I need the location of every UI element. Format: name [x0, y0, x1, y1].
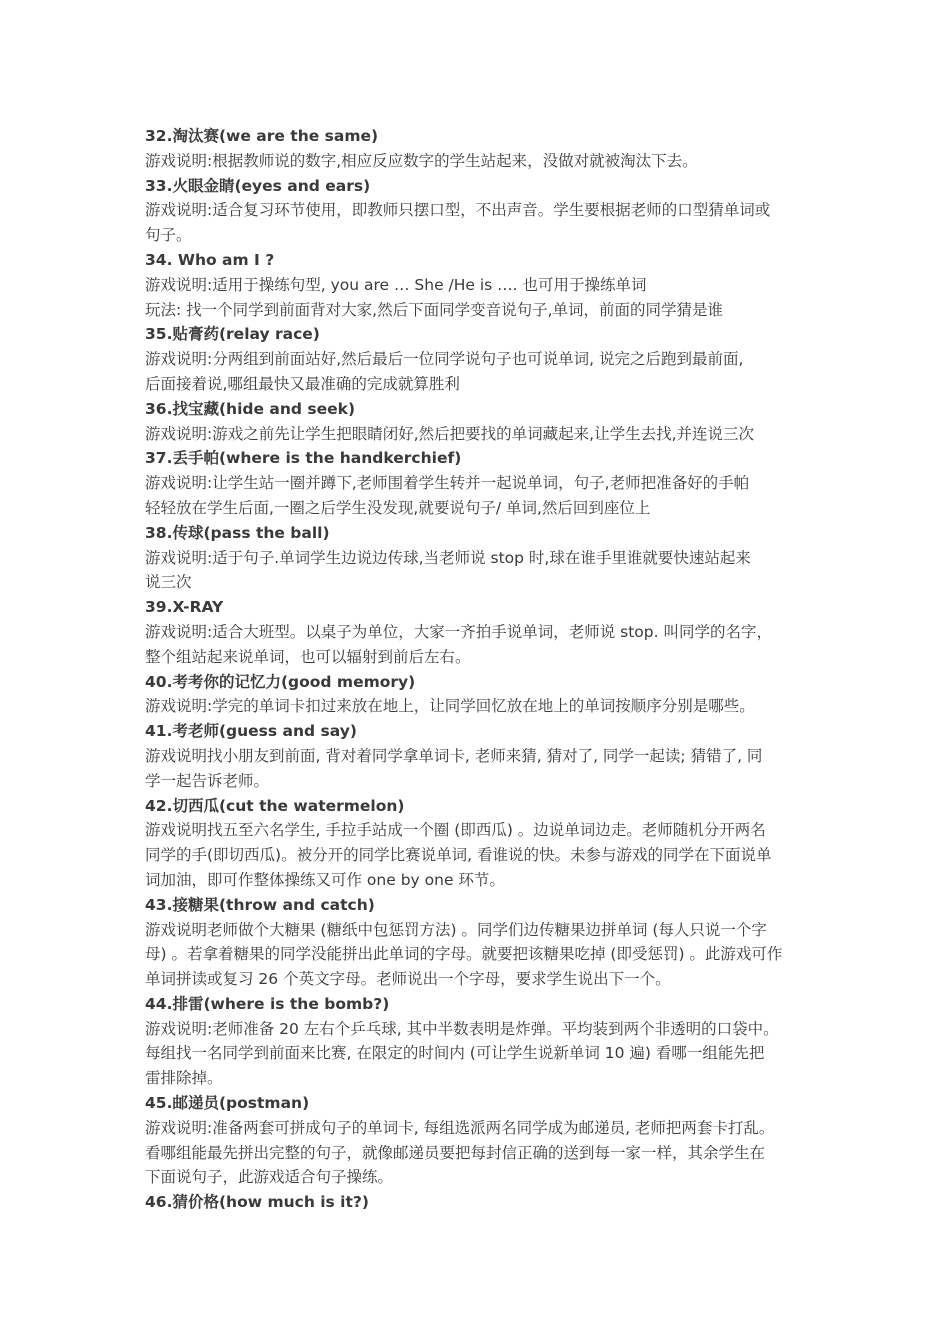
- description-line: 游戏说明:适合大班型。以桌子为单位，大家一齐拍手说单词，老师说 stop. 叫同学的名字，: [145, 622, 772, 641]
- section-heading: 36.找宝藏(hide and seek): [145, 399, 356, 418]
- document-page: [145, 124, 817, 1215]
- description-line: 游戏说明找小朋友到前面, 背对着同学拿单词卡, 老师来猜, 猜对了, 同学一起读; 猜错了, 同: [145, 746, 763, 765]
- description-line: 词加油，即可作整体操练又可作 one by one 环节。: [145, 870, 505, 889]
- description-line: 游戏说明:适合复习环节使用，即教师只摆口型，不出声音。学生要根据老师的口型猜单词或: [145, 201, 771, 220]
- description-line: 游戏说明:适于句子.单词学生边说边传球,当老师说 stop 时,球在谁手里谁就要快速站起来: [145, 548, 751, 567]
- description-line: 游戏说明:根据教师说的数字,相应反应数字的学生站起来，没做对就被淘汰下去。: [145, 151, 698, 170]
- description-line: 玩法: 找一个同学到前面背对大家,然后下面同学变音说句子,单词，前面的同学猜是谁: [145, 300, 724, 319]
- description-line: 游戏说明:准备两套可拼成句子的单词卡, 每组选派两名同学成为邮递员, 老师把两套卡打乱。: [145, 1118, 775, 1137]
- section-heading: 40.考考你的记忆力(good memory): [145, 672, 416, 691]
- game-section: [145, 595, 817, 669]
- game-section: [145, 174, 817, 248]
- description-line: 每组找一名同学到前面来比赛, 在限定的时间内 (可让学生说新单词 10 遍) 看哪一组能先把: [145, 1044, 765, 1063]
- game-section: [145, 124, 817, 174]
- description-line: 母) 。若拿着糖果的同学没能拼出此单词的字母。就要把该糖果吃掉 (即受惩罚) 。此游戏可作: [145, 945, 783, 964]
- description-line: 同学的手(即切西瓜)。被分开的同学比赛说单词, 看谁说的快。未参与游戏的同学在下面说单: [145, 846, 772, 865]
- description-line: 游戏说明:游戏之前先让学生把眼睛闭好,然后把要找的单词藏起来,让学生去找,并连说三次: [145, 424, 755, 443]
- section-heading: 41.考老师(guess and say): [145, 722, 357, 741]
- description-line: 游戏说明老师做个大糖果 (糖纸中包惩罚方法) 。同学们边传糖果边拼单词 (每人只说一个字: [145, 920, 767, 939]
- section-heading: 46.猜价格(how much is it?): [145, 1193, 369, 1212]
- description-line: 游戏说明:学完的单词卡扣过来放在地上，让同学回忆放在地上的单词按顺序分别是哪些。: [145, 697, 755, 716]
- game-section: [145, 1190, 817, 1215]
- section-heading: 38.传球(pass the ball): [145, 523, 330, 542]
- description-line: 游戏说明:老师准备 20 左右个乒乓球, 其中半数表明是炸弹。平均装到两个非透明的口袋中。: [145, 1019, 779, 1038]
- game-section: [145, 992, 817, 1091]
- game-section: [145, 893, 817, 992]
- description-line: 学一起告诉老师。: [145, 771, 270, 790]
- description-line: 看哪组能最先拼出完整的句子，就像邮递员要把每封信正确的送到每一家一样，其余学生在: [145, 1143, 766, 1162]
- game-section: [145, 521, 817, 595]
- game-section: [145, 719, 817, 793]
- description-line: 句子。: [145, 226, 192, 245]
- game-section: [145, 446, 817, 520]
- description-line: 单词拼读或复习 26 个英文字母。老师说出一个字母，要求学生说出下一个。: [145, 970, 671, 989]
- description-line: 游戏说明:分两组到前面站好,然后最后一位同学说句子也可说单词, 说完之后跑到最前面,: [145, 350, 744, 369]
- description-line: 游戏说明:让学生站一圈并蹲下,老师围着学生转并一起说单词，句子,老师把准备好的手帕: [145, 474, 750, 493]
- game-section: [145, 794, 817, 893]
- game-section: [145, 397, 817, 447]
- description-line: 雷排除掉。: [145, 1069, 223, 1088]
- section-heading: 33.火眼金睛(eyes and ears): [145, 176, 371, 195]
- section-heading: 32.淘汰赛(we are the same): [145, 127, 379, 145]
- game-section: [145, 1091, 817, 1190]
- description-line: 说三次: [145, 573, 192, 592]
- section-heading: 39.X-RAY: [145, 598, 224, 617]
- description-line: 游戏说明找五至六名学生, 手拉手站成一个圈 (即西瓜) 。边说单词边走。老师随机分开两名: [145, 821, 766, 840]
- section-heading: 43.接糖果(throw and catch): [145, 895, 375, 914]
- section-heading: 44.排雷(where is the bomb?): [145, 994, 390, 1013]
- section-heading: 45.邮递员(postman): [145, 1094, 310, 1113]
- game-section: [145, 322, 817, 396]
- game-section: [145, 670, 817, 720]
- description-line: 下面说句子，此游戏适合句子操练。: [145, 1168, 394, 1187]
- game-section: [145, 248, 817, 322]
- description-line: 整个组站起来说单词，也可以辐射到前后左右。: [145, 647, 471, 666]
- description-line: 轻轻放在学生后面,一圈之后学生没发现,就要说句子/ 单词,然后回到座位上: [145, 498, 651, 517]
- section-heading: 34. Who am I ?: [145, 250, 275, 269]
- description-line: 后面接着说,哪组最快又最准确的完成就算胜利: [145, 374, 460, 393]
- section-heading: 37.丢手帕(where is the handkerchief): [145, 449, 462, 468]
- section-heading: 42.切西瓜(cut the watermelon): [145, 796, 405, 815]
- description-line: 游戏说明:适用于操练句型, you are … She /He is …. 也可用于操练单词: [145, 275, 647, 294]
- section-heading: 35.贴膏药(relay race): [145, 325, 320, 344]
